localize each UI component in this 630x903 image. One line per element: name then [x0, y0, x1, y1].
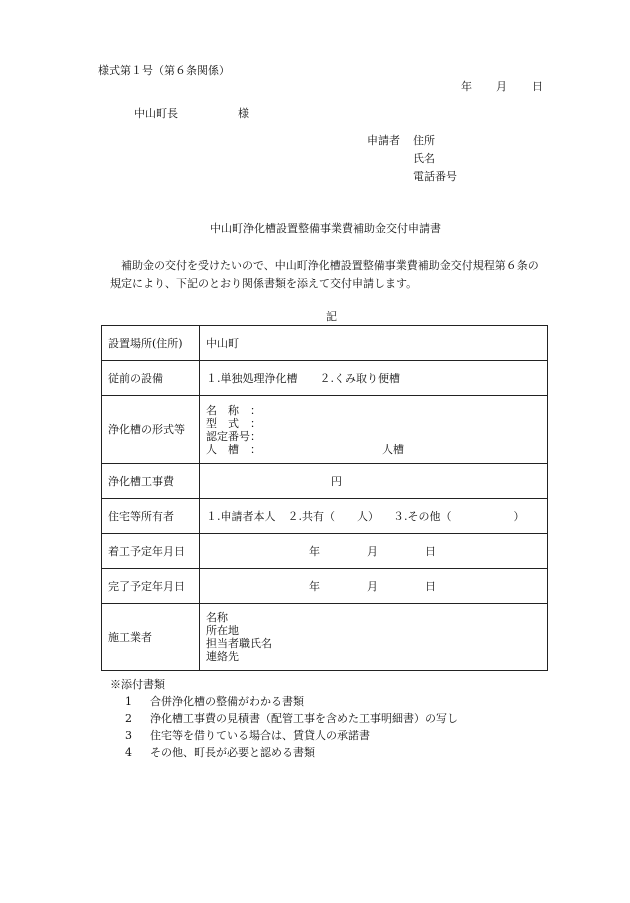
attachment-text: 合併浄化槽の整備がわかる書類 [150, 695, 304, 708]
attachment-text: 住宅等を借りている場合は、賃貸人の承諾書 [150, 729, 370, 742]
attachments-section [110, 676, 458, 761]
contractor-person-label: 担当者職氏名 [206, 637, 272, 650]
start-date-year: 年 [309, 544, 320, 558]
start-date-cell [200, 534, 548, 569]
start-date-label: 着工予定年月日 [102, 534, 200, 569]
end-date-label: 完了予定年月日 [102, 569, 200, 604]
row-tank-type [102, 396, 548, 464]
previous-facility-label: 従前の設備 [102, 361, 200, 396]
attachment-item [110, 744, 458, 761]
owner-option-1: １.申請者本人 [206, 509, 276, 523]
start-date-day: 日 [425, 544, 436, 558]
date-month-label: 月 [496, 80, 507, 93]
row-previous-facility [102, 361, 548, 396]
attachment-item [110, 693, 458, 710]
contractor-address-label: 所在地 [206, 624, 239, 637]
owner-option-3-close: ） [513, 509, 525, 523]
tank-name-label: 名 称 ： [206, 403, 261, 417]
ki-heading: 記 [326, 310, 337, 323]
location-label: 設置場所(住所) [102, 326, 200, 361]
body-line-1: 補助金の交付を受けたいので、中山町浄化槽設置整備事業費補助金交付規程第６条の [121, 259, 539, 272]
attachment-text: 浄化槽工事費の見積書（配管工事を含めた工事明細書）の写し [150, 712, 458, 725]
contractor-details [200, 604, 548, 671]
end-date-year: 年 [309, 579, 320, 593]
row-location [102, 326, 548, 361]
addressee-honorific: 様 [238, 107, 249, 120]
location-value: 中山町 [200, 326, 548, 361]
form-number: 様式第１号（第６条関係） [98, 64, 230, 77]
previous-facility-options [200, 361, 548, 396]
contractor-contact-label: 連絡先 [206, 650, 239, 663]
applicant-address-label: 住所 [413, 134, 435, 147]
end-date-day: 日 [425, 579, 436, 593]
row-contractor [102, 604, 548, 671]
attachment-number: 4 [125, 746, 132, 759]
construction-cost-unit: 円 [331, 474, 342, 488]
applicant-phone-label: 電話番号 [413, 170, 457, 183]
row-start-date [102, 534, 548, 569]
attachment-number: 1 [125, 695, 132, 708]
document-title: 中山町浄化槽設置整備事業費補助金交付申請書 [210, 222, 441, 235]
attachment-item [110, 727, 458, 744]
owner-options [200, 499, 548, 534]
owner-option-3: ３.その他（ [393, 509, 452, 523]
applicant-name-label: 氏名 [413, 152, 435, 165]
end-date-month: 月 [367, 579, 378, 593]
contractor-label: 施工業者 [102, 604, 200, 671]
attachment-number: 2 [125, 712, 132, 725]
owner-label: 住宅等所有者 [102, 499, 200, 534]
previous-facility-option-1: １.単独処理浄化槽 [206, 371, 298, 385]
tank-cert-label: 認定番号： [206, 429, 261, 443]
date-year-label: 年 [461, 80, 472, 93]
row-owner [102, 499, 548, 534]
previous-facility-option-2: ２.くみ取り便槽 [319, 371, 400, 385]
attachments-heading: ※添付書類 [110, 678, 165, 691]
tank-model-label: 型 式 ： [206, 416, 261, 430]
date-day-label: 日 [532, 80, 543, 93]
construction-cost-label: 浄化槽工事費 [102, 464, 200, 499]
tank-type-label: 浄化槽の形式等 [102, 396, 200, 464]
tank-type-details [200, 396, 548, 464]
construction-cost-cell [200, 464, 548, 499]
addressee-name: 中山町長 [134, 107, 178, 120]
owner-option-2: ２.共有（ 人） [287, 509, 379, 523]
application-table [101, 325, 548, 671]
contractor-name-label: 名称 [206, 611, 228, 624]
tank-capacity-row [206, 443, 541, 456]
body-line-2: 規定により、下記のとおり関係書類を添えて交付申請します。 [110, 277, 418, 290]
applicant-label: 申請者 [367, 134, 400, 147]
end-date-cell [200, 569, 548, 604]
row-construction-cost [102, 464, 548, 499]
attachment-text: その他、町長が必要と認める書類 [150, 746, 315, 759]
tank-capacity-unit: 人槽 [382, 442, 404, 456]
row-end-date [102, 569, 548, 604]
attachment-number: 3 [125, 729, 132, 742]
attachment-item [110, 710, 458, 727]
tank-capacity-label: 人 槽 ： [206, 442, 261, 456]
start-date-month: 月 [367, 544, 378, 558]
